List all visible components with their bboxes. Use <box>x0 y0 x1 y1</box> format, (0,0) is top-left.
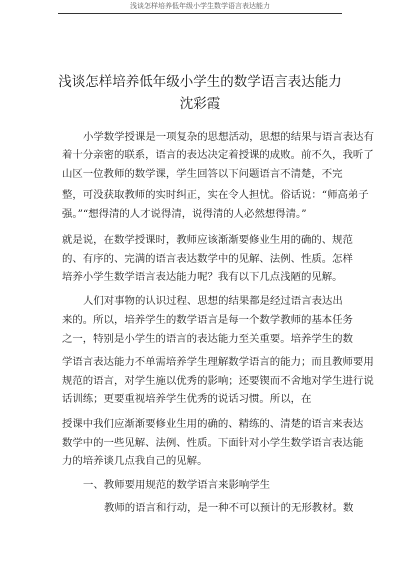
body-line: 来的。所以，培养学生的数学语言是每一个数学教师的基本任务 <box>62 314 353 326</box>
body-line: 学语言表达能力不单需培养学生理解数学语言的能力；而且教师要用 <box>62 356 374 368</box>
body-line: 强。”“想得清的人才说得清，说得清的人必然想得清。” <box>62 208 307 220</box>
body-line: 小学数学授课是一项复杂的思想活动，思想的结果与语言表达有 <box>83 131 374 143</box>
section-heading: 一、教师要用规范的数学语言来影响学生 <box>83 479 271 491</box>
body-line: 就是说，在数学授课时，教师应该渐渐要修业生用的确的、规范 <box>62 234 353 246</box>
body-line: 培养小学生数学语言表达能力呢？我有以下几点浅陋的见解。 <box>62 271 343 283</box>
body-line: 着十分亲密的联系，语言的表达决定着授课的成败。前不久，我听了 <box>62 149 374 161</box>
body-line: 整，可没获取教师的实时纠正，实在令人担忧。俗话说：“师高弟子 <box>62 189 369 201</box>
header-divider <box>58 13 342 14</box>
body-line: 之一，特别是小学生的语言的表达能力至关重要。培养学生的数 <box>62 333 353 345</box>
body-line: 力的培养谈几点我自己的见解。 <box>62 455 208 467</box>
body-line: 山区一位教师的数学课，学生回答以下问题语言不清楚，不完 <box>62 168 343 180</box>
author-name: 沈彩霞 <box>179 96 221 112</box>
document-title: 浅谈怎样培养低年级小学生的数学语言表达能力 <box>58 74 342 90</box>
body-line: 话训练；更要重视培养学生优秀的说话习惯。所以，在 <box>62 393 312 405</box>
body-line: 的、有序的、完满的语言表达数学中的见解、法例、性质。怎样 <box>62 253 353 265</box>
body-line: 授课中我们应渐渐要修业生用的确的、精练的、清楚的语言来表达 <box>62 418 364 430</box>
body-line: 规范的语言，对学生施以优秀的影响；还要锲而不舍地对学生进行说 <box>62 375 374 387</box>
body-line: 教师的语言和行动，是一种不可以预计的无形教材。数 <box>104 502 354 514</box>
body-line: 数学中的一些见解、法例、性质。下面针对小学生数学语言表达能 <box>62 437 364 449</box>
body-line: 人们对事物的认识过程、思想的结果都是经过语言表达出 <box>83 295 343 307</box>
running-header: 浅谈怎样培养低年级小学生数学语言表达能力 <box>130 2 270 10</box>
